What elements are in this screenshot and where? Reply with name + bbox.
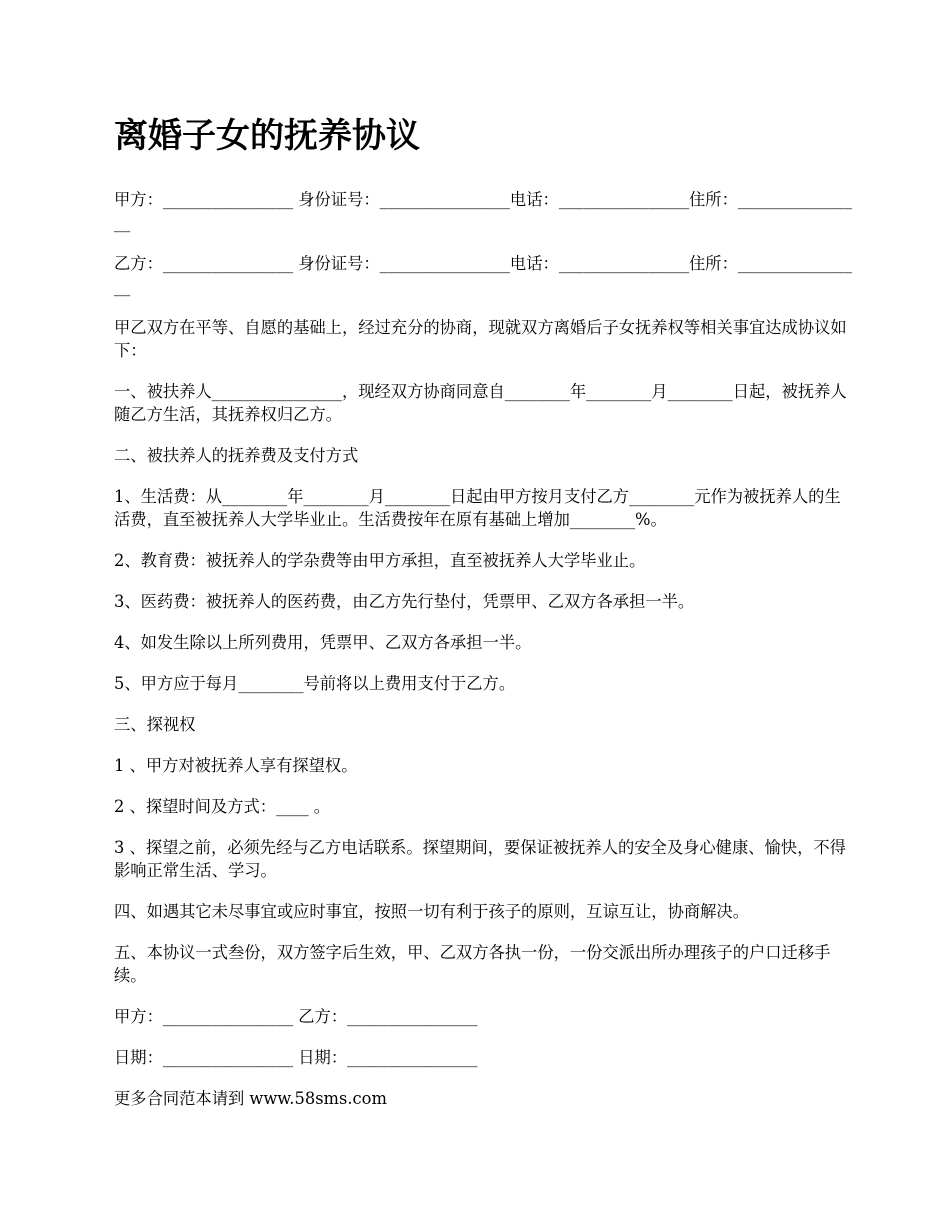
clause-3-1: 1 、甲方对被抚养人享有探望权。 (114, 756, 358, 775)
date-line: 日期：________________ 日期：________________ (114, 1048, 478, 1067)
preamble: 甲乙双方在平等、自愿的基础上，经过充分的协商，现就双方离婚后子女抚养权等相关事宜达成协议如下： (114, 318, 847, 360)
clause-2-2-education: 2、教育费：被抚养人的学杂费等由甲方承担，直至被抚养人大学毕业止。 (114, 551, 646, 570)
clause-2-1-living-expenses: 1、生活费：从________年________月________日起由甲方按月支付乙方________元作为被抚养人的生活费，直至被抚养人大学毕业止。生活费按年在原有基础上增加________%。 (114, 487, 841, 529)
clause-2-5-payment-date: 5、甲方应于每月________号前将以上费用支付于乙方。 (114, 674, 516, 693)
document-title: 离婚子女的抚养协议 (114, 116, 420, 156)
document-page (114, 112, 854, 1128)
clause-2-4-other-costs: 4、如发生除以上所列费用，凭票甲、乙双方各承担一半。 (114, 633, 532, 652)
clause-5: 五、本协议一式叁份，双方签字后生效，甲、乙双方各执一份，一份交派出所办理孩子的户口迁移手续。 (114, 943, 831, 985)
party-a-info: 甲方：________________ 身份证号：________________电话：________________住所：________________ (114, 190, 852, 232)
clause-2-3-medical: 3、医药费：被抚养人的医药费，由乙方先行垫付，凭票甲、乙双方各承担一半。 (114, 592, 695, 611)
clause-2-heading: 二、被扶养人的抚养费及支付方式 (114, 446, 359, 465)
clause-3-2: 2 、探望时间及方式：____ 。 (114, 797, 331, 816)
party-b-info: 乙方：________________ 身份证号：________________电话：________________住所：________________ (114, 254, 852, 296)
clause-4: 四、如遇其它未尽事宜或应时事宜，按照一切有利于孩子的原则，互谅互让，协商解决。 (114, 902, 749, 921)
signature-line: 甲方：________________ 乙方：________________ (114, 1007, 478, 1026)
clause-3-3: 3 、探望之前，必须先经与乙方电话联系。探望期间，要保证被抚养人的安全及身心健康、愉快，不得影响正常生活、学习。 (114, 838, 846, 880)
footer-link[interactable]: 更多合同范本请到 www.58sms.com (114, 1089, 387, 1108)
clause-3-heading: 三、探视权 (114, 715, 196, 734)
clause-1: 一、被扶养人________________，现经双方协商同意自________年________月________日起，被抚养人随乙方生活，其抚养权归乙方。 (114, 382, 847, 424)
